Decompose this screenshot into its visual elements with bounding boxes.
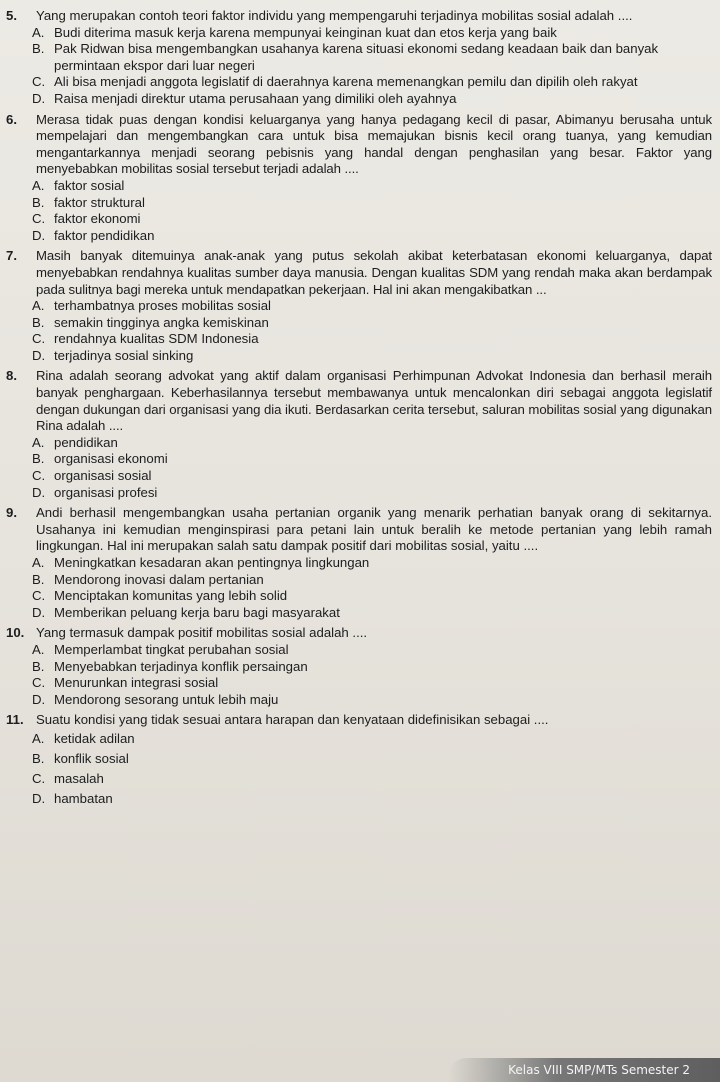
option-b[interactable] [32, 749, 712, 769]
option-text: Ali bisa menjadi anggota legislatif di daerahnya karena memenangkan pemilu dan dipilih oleh rakyat [54, 74, 638, 90]
option-b[interactable] [32, 315, 712, 332]
option-text: ketidak adilan [54, 730, 135, 746]
option-a[interactable] [32, 555, 712, 572]
question-stem: Merasa tidak puas dengan kondisi keluarganya yang hanya pedagang kecil di pasar, Abimanyu berusaha untuk mempelajari dan mengembangkan cara untuk bisa memajukan bisnis kecil orang tuanya, yang kemudian mengantarkannya menjadi seorang pebisnis yang handal dengan penghasilan yang besar. Faktor yang menyebabkan mobilitas sosial tersebut terjadi adalah .... [36, 111, 712, 177]
question-stem: Rina adalah seorang advokat yang aktif dalam organisasi Perhimpunan Advokat Indonesia dan berhasil meraih banyak penghargaan. Keberhasilannya tersebut membawanya untuk mencalonkan diri sebagai anggota legislatif dengan dukungan dari organisasi yang dia ikuti. Berdasarkan cerita tersebut, saluran mobilitas sosial yang digunakan Rina adalah .... [36, 368, 712, 434]
question-stem: Yang merupakan contoh teori faktor individu yang mempengaruhi terjadinya mobilitas sosial adalah .... [36, 8, 633, 23]
option-letter: D. [32, 691, 46, 707]
option-d[interactable] [32, 789, 712, 809]
question-stem: Masih banyak ditemuinya anak-anak yang putus sekolah akibat keterbatasan ekonomi keluarganya, dapat menyebabkan rendahnya kualitas sumber daya manusia. Dengan kualitas SDM yang rendah maka akan berdampak pada sulitnya bagi mereka untuk mendapatkan pekerjaan. Hal ini akan mengakibatkan ... [36, 248, 712, 297]
question-number: 6. [6, 111, 17, 127]
question-number: 7. [6, 248, 17, 264]
option-text: semakin tingginya angka kemiskinan [54, 314, 269, 330]
option-letter: C. [32, 468, 46, 484]
option-text: terhambatnya proses mobilitas sosial [54, 298, 271, 314]
option-text: masalah [54, 770, 104, 786]
question-number: 8. [6, 368, 17, 384]
option-letter: C. [32, 331, 46, 347]
option-letter: B. [32, 451, 45, 467]
question-stem: Suatu kondisi yang tidak sesuai antara harapan dan kenyataan didefinisikan sebagai .... [36, 712, 549, 728]
option-text: Memperlambat tingkat perubahan sosial [54, 641, 289, 657]
question-stem: Yang termasuk dampak positif mobilitas sosial adalah .... [36, 625, 368, 641]
option-letter: D. [32, 484, 46, 500]
option-text: organisasi sosial [54, 468, 152, 484]
option-text: konflik sosial [54, 750, 129, 766]
option-letter: D. [32, 347, 46, 363]
option-b[interactable] [32, 451, 712, 468]
option-d[interactable] [32, 485, 712, 502]
option-text: pendidikan [54, 434, 118, 450]
option-text: organisasi profesi [54, 484, 158, 500]
option-text: hambatan [54, 790, 113, 806]
options-list [32, 298, 712, 364]
option-b[interactable] [32, 659, 712, 676]
option-text: faktor struktural [54, 194, 145, 210]
option-text: Pak Ridwan bisa mengembangkan usahanya karena situasi ekonomi sedang keadaan baik dan banyak permintaan ekspor dari luar negeri [54, 41, 659, 73]
option-letter: C. [32, 588, 46, 604]
footer-label: Kelas VIII SMP/MTs Semester 2 [448, 1058, 720, 1082]
option-letter: A. [32, 298, 45, 314]
question-7 [4, 248, 712, 364]
page-footer [0, 1052, 720, 1082]
option-d[interactable] [32, 348, 712, 365]
option-text: terjadinya sosial sinking [54, 347, 194, 363]
options-list [32, 642, 712, 708]
option-letter: B. [32, 41, 45, 57]
question-11 [4, 712, 712, 809]
question-number: 11. [6, 712, 24, 728]
option-letter: B. [32, 314, 45, 330]
question-10 [4, 625, 712, 708]
option-letter: A. [32, 24, 45, 40]
options-list [32, 435, 712, 501]
option-letter: D. [32, 90, 46, 106]
option-text: Menurunkan integrasi sosial [54, 675, 219, 691]
option-text: faktor ekonomi [54, 211, 141, 227]
options-list [32, 25, 712, 108]
question-number: 10. [6, 625, 25, 641]
option-a[interactable] [32, 729, 712, 749]
option-text: Raisa menjadi direktur utama perusahaan yang dimiliki oleh ayahnya [54, 90, 457, 106]
option-c[interactable] [32, 588, 712, 605]
option-c[interactable] [32, 675, 712, 692]
question-8 [4, 368, 712, 501]
question-number: 9. [6, 505, 17, 521]
option-letter: C. [32, 675, 46, 691]
question-6 [4, 112, 712, 245]
option-text: Meningkatkan kesadaran akan pentingnya lingkungan [54, 555, 370, 570]
options-list [32, 178, 712, 244]
option-text: Mendorong inovasi dalam pertanian [54, 571, 264, 587]
option-letter: C. [32, 770, 46, 786]
option-letter: A. [32, 177, 45, 193]
option-c[interactable] [32, 468, 712, 485]
option-letter: C. [32, 74, 46, 90]
option-letter: C. [32, 211, 46, 227]
option-letter: D. [32, 790, 46, 806]
option-letter: B. [32, 571, 45, 587]
question-number: 5. [6, 8, 17, 23]
option-letter: A. [32, 555, 45, 570]
option-letter: A. [32, 730, 45, 746]
question-stem: Andi berhasil mengembangkan usaha pertanian organik yang menarik perhatian banyak orang di sekitarnya. Usahanya ini kemudian menginspirasi para petani lain untuk beralih ke metode pertanian yang lebih ramah lingkungan. Hal ini merupakan salah satu dampak positif dari mobilitas sosial, yaitu .... [36, 505, 712, 554]
option-a[interactable] [32, 642, 712, 659]
option-d[interactable] [32, 228, 712, 245]
option-b[interactable] [32, 41, 712, 74]
option-a[interactable] [32, 298, 712, 315]
option-text: rendahnya kualitas SDM Indonesia [54, 331, 259, 347]
option-letter: B. [32, 658, 45, 674]
option-c[interactable] [32, 769, 712, 789]
option-b[interactable] [32, 572, 712, 589]
option-b[interactable] [32, 195, 712, 212]
option-text: Menyebabkan terjadinya konflik persaingan [54, 658, 308, 674]
options-list [32, 555, 712, 621]
option-d[interactable] [32, 605, 712, 622]
option-c[interactable] [32, 331, 712, 348]
option-letter: D. [32, 227, 46, 243]
option-c[interactable] [32, 74, 712, 91]
question-5 [4, 8, 712, 108]
option-c[interactable] [32, 211, 712, 228]
option-text: Menciptakan komunitas yang lebih solid [54, 588, 288, 604]
option-a[interactable] [32, 178, 712, 195]
option-a[interactable] [32, 435, 712, 452]
option-d[interactable] [32, 692, 712, 709]
option-a[interactable] [32, 25, 712, 42]
question-9 [4, 505, 712, 621]
option-text: Mendorong sesorang untuk lebih maju [54, 691, 279, 707]
option-letter: D. [32, 604, 46, 620]
option-letter: A. [32, 434, 45, 450]
option-d[interactable] [32, 91, 712, 108]
option-text: Memberikan peluang kerja baru bagi masyarakat [54, 604, 340, 620]
option-text: organisasi ekonomi [54, 451, 168, 467]
option-letter: A. [32, 641, 45, 657]
options-list [32, 729, 712, 809]
option-letter: B. [32, 194, 45, 210]
option-letter: B. [32, 750, 45, 766]
option-text: faktor sosial [54, 177, 125, 193]
option-text: faktor pendidikan [54, 227, 155, 243]
option-text: Budi diterima masuk kerja karena mempunyai keinginan kuat dan etos kerja yang baik [54, 24, 557, 40]
